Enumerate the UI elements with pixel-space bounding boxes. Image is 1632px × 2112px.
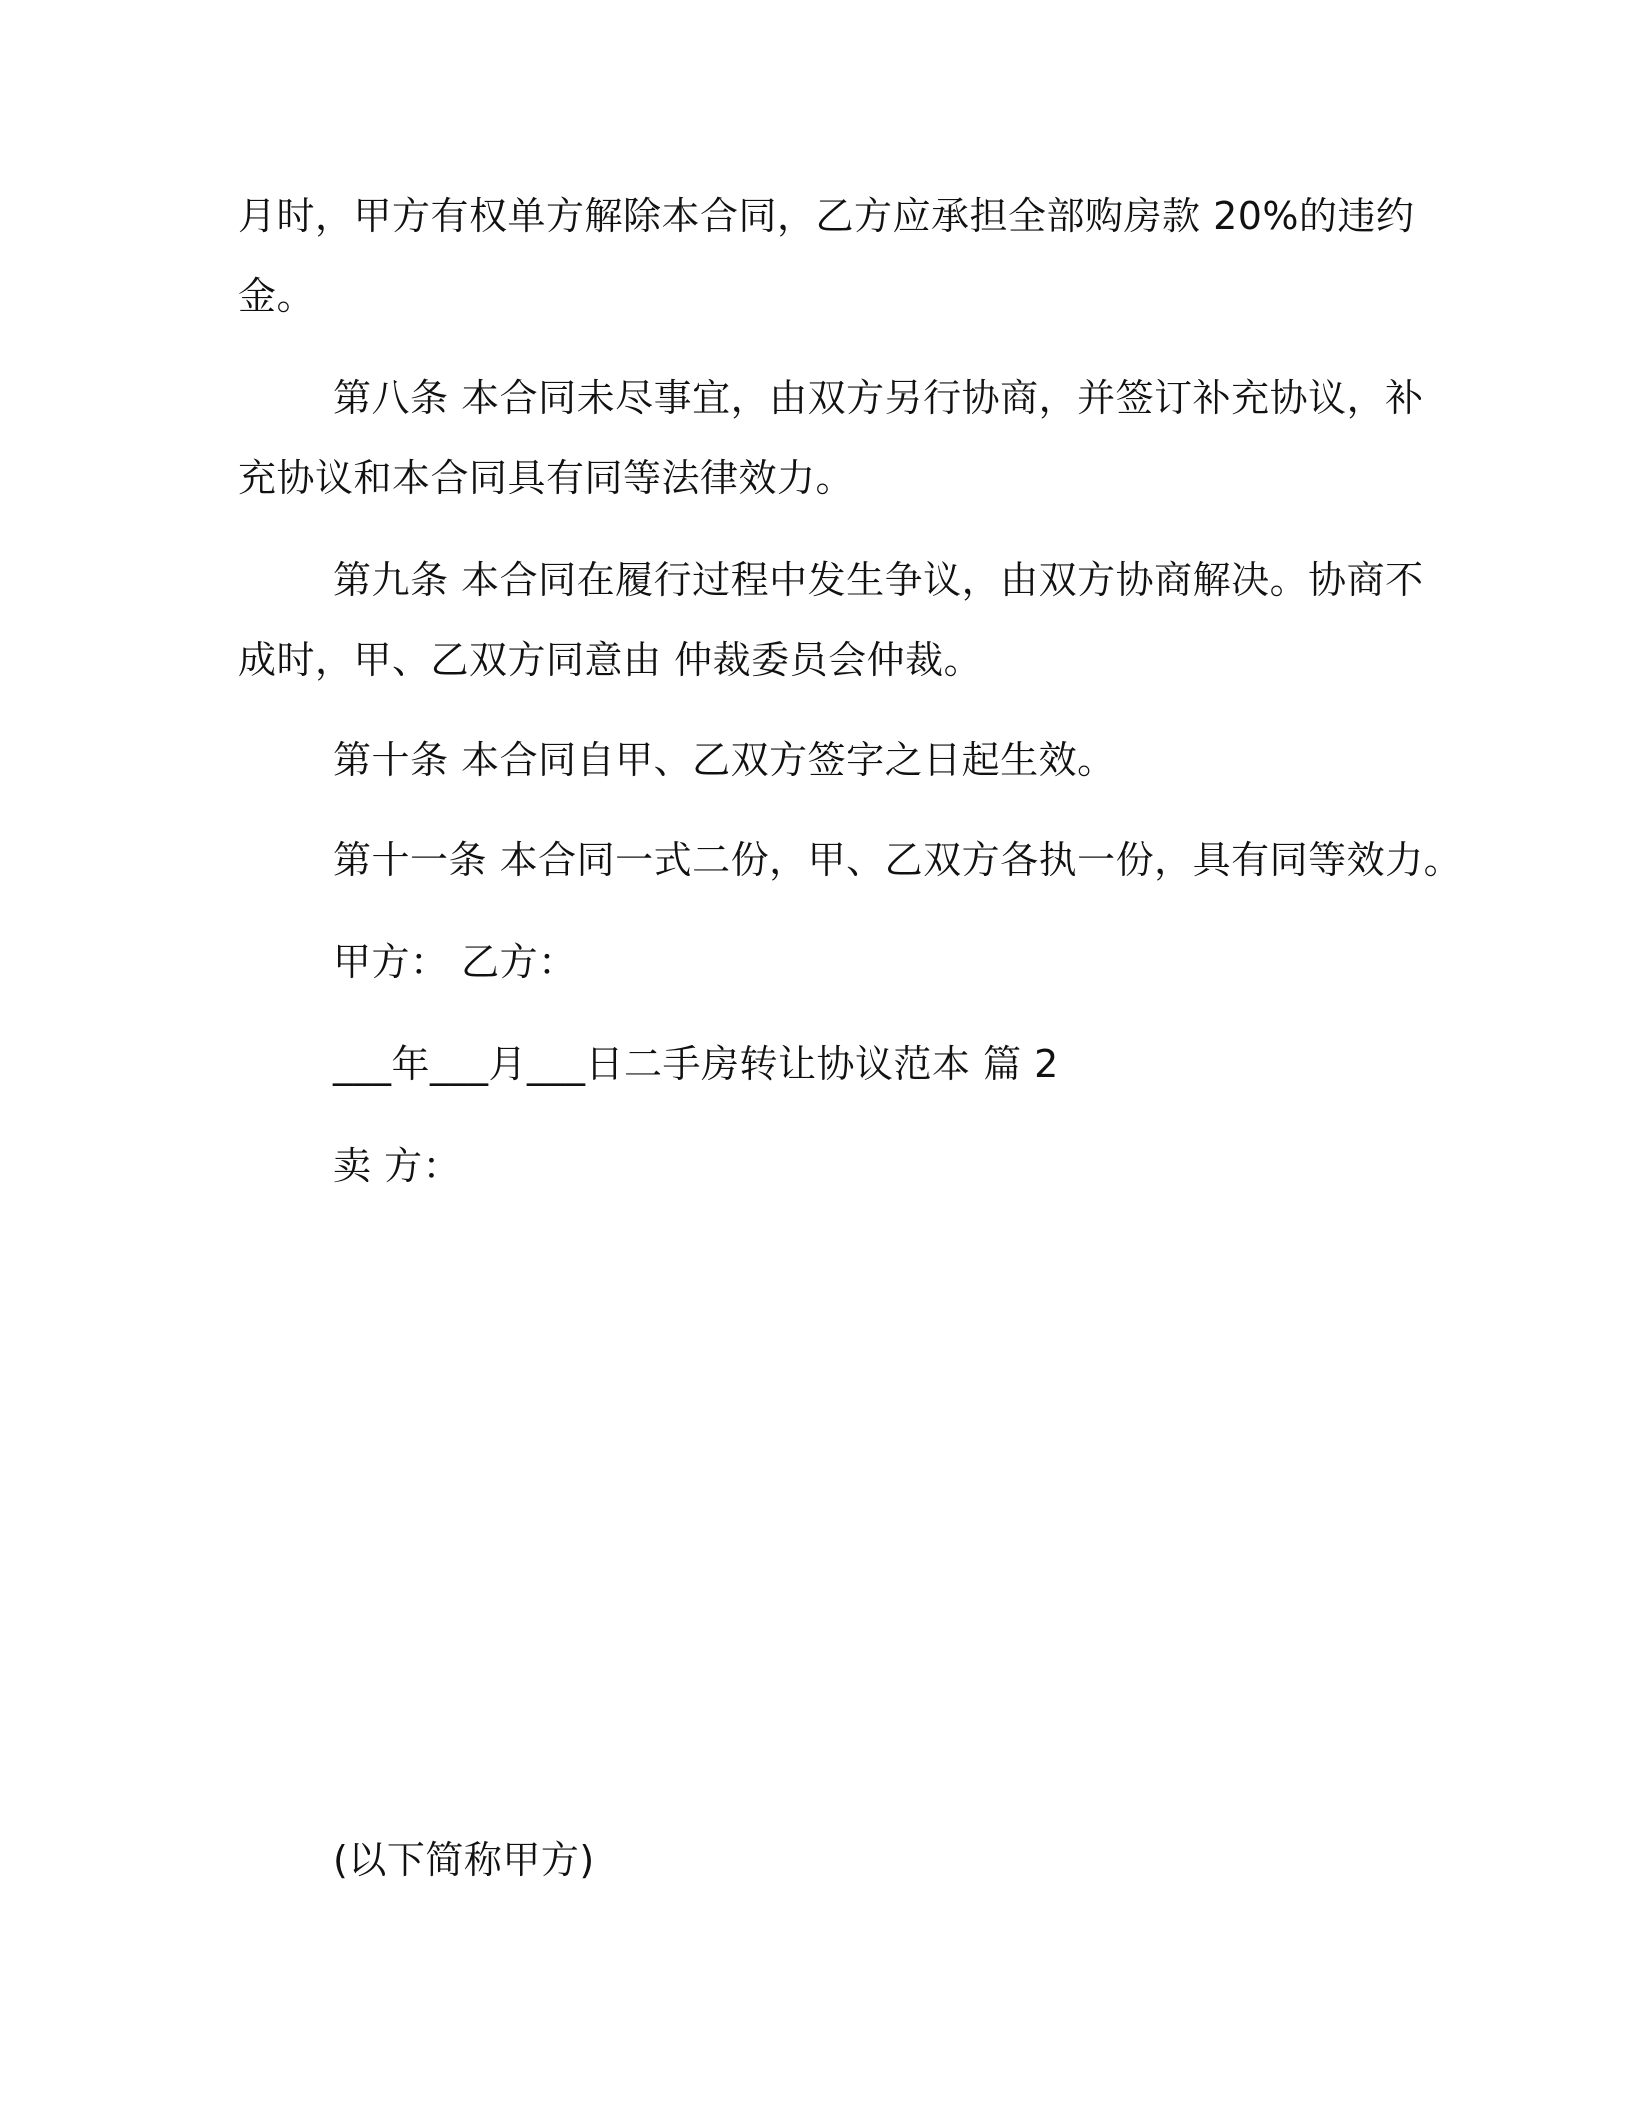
clause-8-line-1: 第八条 本合同未尽事宜，由双方另行协商，并签订补充协议，补 [333,376,1424,420]
clause-7-end: 金。 [238,274,316,318]
clause-8-line-2: 充协议和本合同具有同等法律效力。 [238,456,855,500]
clause-10: 第十条 本合同自甲、乙双方签字之日起生效。 [333,738,1116,782]
party-a-note: (以下简称甲方) [333,1838,595,1882]
party-signature-labels: 甲方： 乙方： [333,940,577,984]
clause-7-continuation: 月时，甲方有权单方解除本合同，乙方应承担全部购房款 20%的违约 [238,194,1415,238]
clause-9-line-2: 成时，甲、乙双方同意由 仲裁委员会仲裁。 [238,638,983,682]
clause-9-line-1: 第九条 本合同在履行过程中发生争议，由双方协商解决。协商不 [333,558,1424,602]
date-and-section-title: ___年___月___日二手房转让协议范本 篇 2 [333,1042,1059,1086]
seller-label: 卖 方： [333,1144,462,1188]
clause-11: 第十一条 本合同一式二份，甲、乙双方各执一份，具有同等效力。 [333,838,1463,882]
